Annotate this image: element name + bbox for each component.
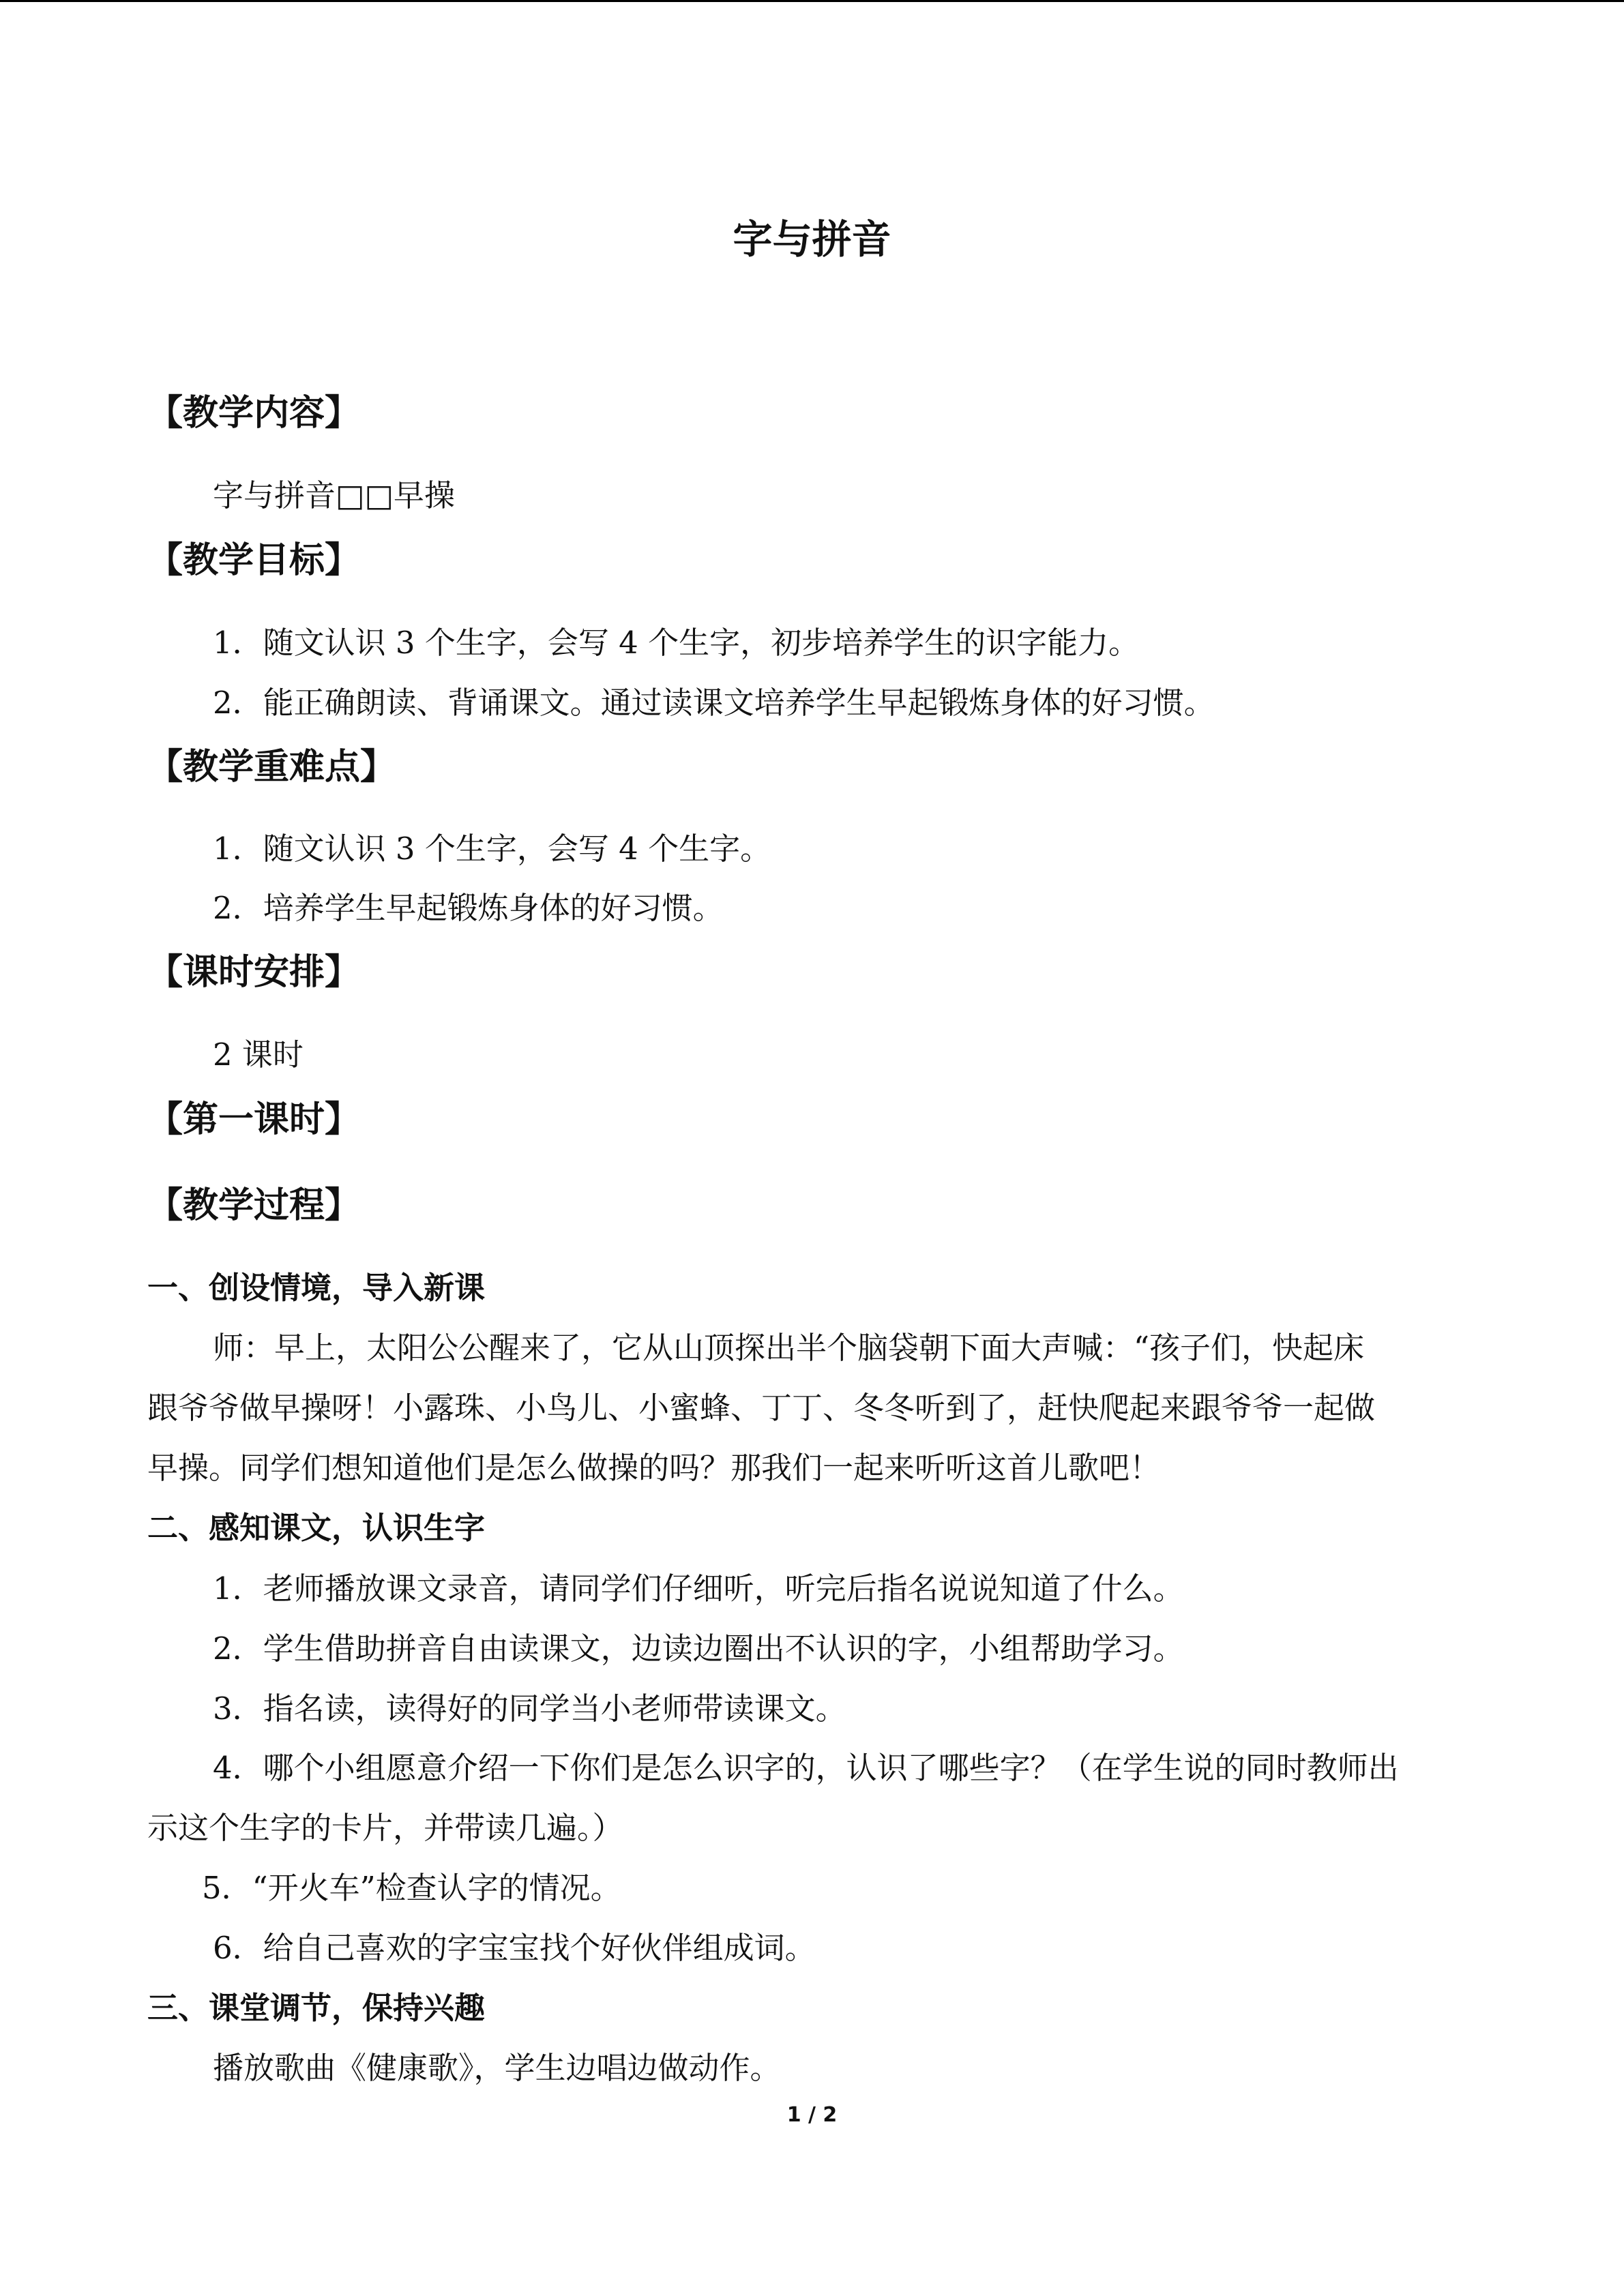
paragraph-line: 跟爷爷做早操呀！小露珠、小鸟儿、小蜜蜂、丁丁、冬冬听到了，赶快爬起来跟爷爷一起做	[147, 1390, 1376, 1426]
section-heading-content: 【教学内容】	[147, 392, 361, 434]
process-part2-heading: 二、感知课文，认识生字	[147, 1510, 486, 1546]
process-step-item: 1．老师播放课文录音，请同学们仔细听，听完后指名说说知道了什么。	[213, 1570, 1184, 1607]
top-border-line	[0, 0, 1624, 2]
process-step-item: 4．哪个小组愿意介绍一下你们是怎么识字的，认识了哪些字？（在学生说的同时教师出	[213, 1750, 1399, 1786]
page-number: 1 / 2	[786, 2103, 838, 2127]
content-text: 字与拼音□□早操	[213, 477, 456, 513]
section-heading-lesson: 【第一课时】	[147, 1099, 361, 1140]
key-point-item: 1．随文认识 3 个生字，会写 4 个生字。	[213, 831, 771, 867]
section-heading-key-points: 【教学重难点】	[147, 746, 396, 788]
goal-item: 1．随文认识 3 个生字，会写 4 个生字，初步培养学生的识字能力。	[213, 625, 1140, 661]
page-title: 字与拼音	[733, 216, 891, 263]
process-step-item-continuation: 示这个生字的卡片，并带读几遍。）	[147, 1810, 623, 1846]
process-part3-heading: 三、课堂调节，保持兴趣	[147, 1990, 486, 2026]
process-step-item: 6．给自己喜欢的字宝宝找个好伙伴组成词。	[213, 1930, 816, 1966]
key-point-item: 2．培养学生早起锻炼身体的好习惯。	[213, 890, 724, 926]
process-part3-text: 播放歌曲《健康歌》，学生边唱边做动作。	[213, 2050, 781, 2086]
process-step-item: 3．指名读，读得好的同学当小老师带读课文。	[213, 1690, 846, 1727]
paragraph-line: 师：早上，太阳公公醒来了，它从山顶探出半个脑袋朝下面大声喊：“孩子们，快起床	[213, 1330, 1365, 1366]
section-heading-schedule: 【课时安排】	[147, 951, 361, 993]
paragraph-line: 早操。同学们想知道他们是怎么做操的吗？那我们一起来听听这首儿歌吧！	[147, 1450, 1161, 1486]
schedule-text: 2 课时	[213, 1037, 304, 1073]
section-heading-goals: 【教学目标】	[147, 539, 361, 581]
goal-item: 2．能正确朗读、背诵课文。通过读课文培养学生早起锻炼身体的好习惯。	[213, 685, 1215, 721]
process-part1-heading: 一、创设情境，导入新课	[147, 1270, 486, 1306]
section-heading-process: 【教学过程】	[147, 1184, 361, 1226]
process-step-item: 2．学生借助拼音自由读课文，边读边圈出不认识的字，小组帮助学习。	[213, 1630, 1184, 1667]
process-step-item: 5．“开火车”检查认字的情况。	[202, 1870, 621, 1906]
